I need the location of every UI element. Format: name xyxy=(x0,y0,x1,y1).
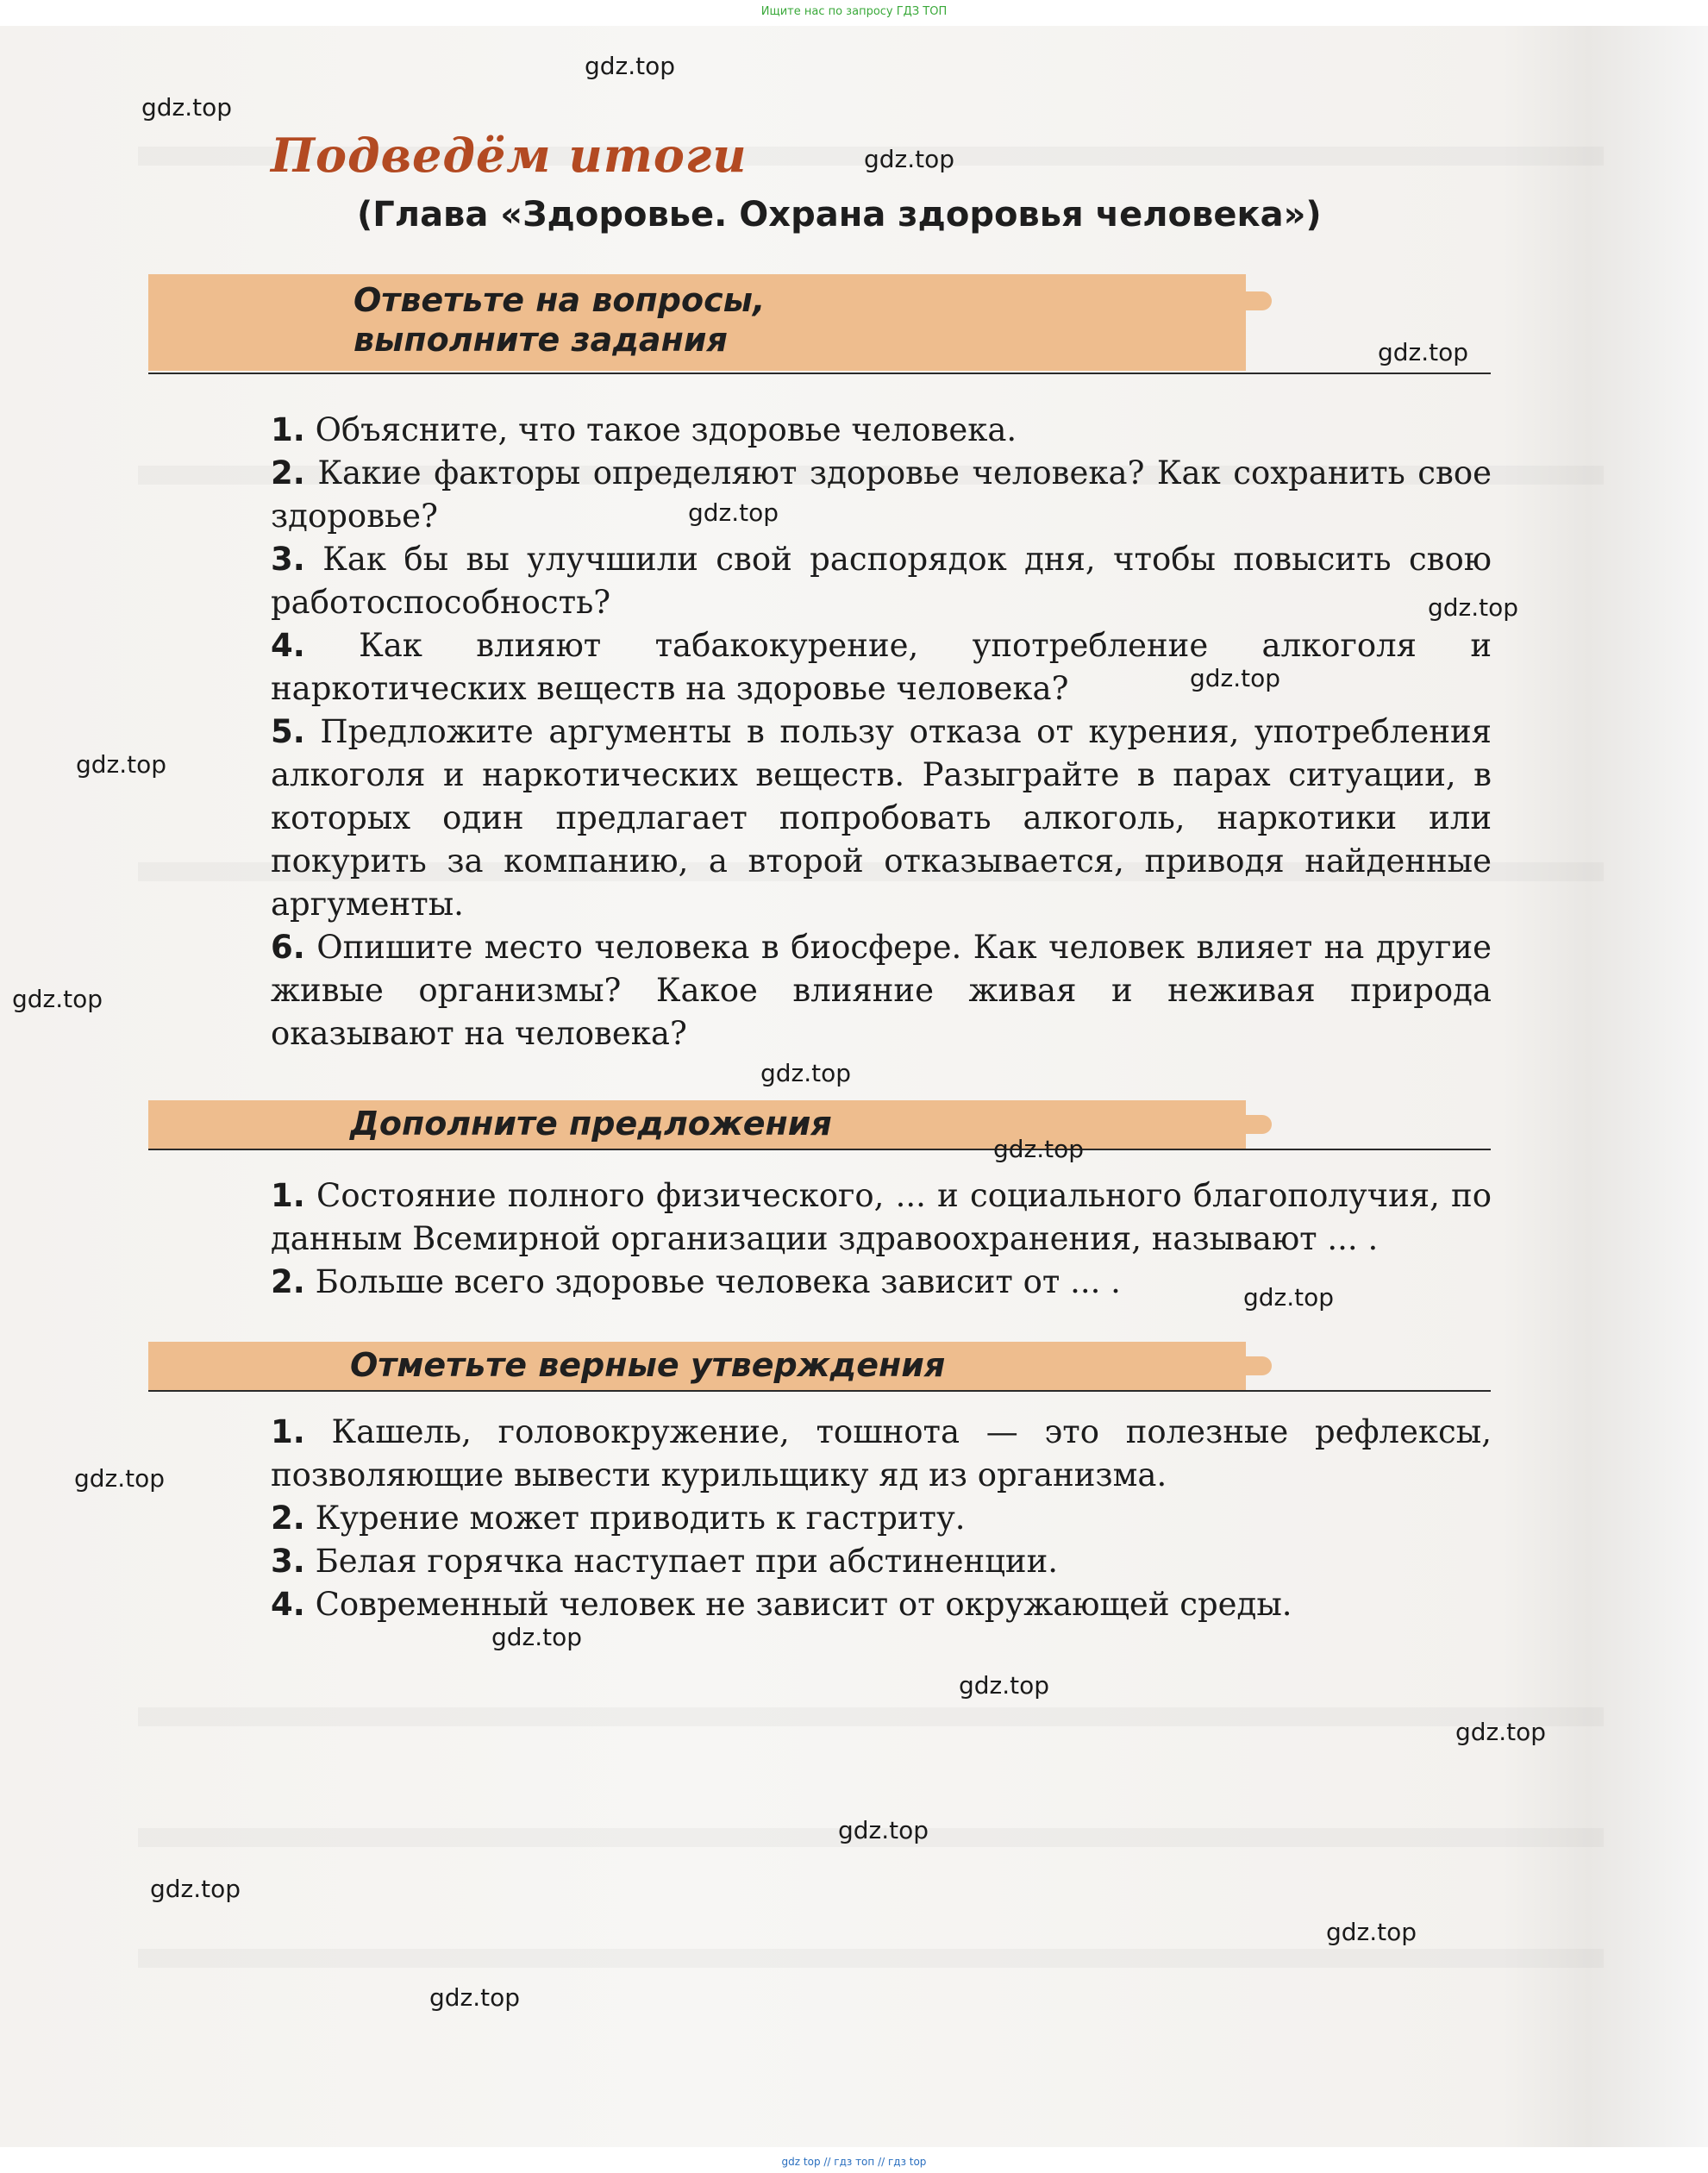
section-rule xyxy=(148,1149,1491,1150)
list-item: 3. Белая горячка наступает при абстиненции. xyxy=(271,1543,1058,1580)
list-item: 2. Курение может приводить к гастриту. xyxy=(271,1500,966,1537)
list-item: 1. Состояние полного физического, ... и социального благополучия, по данным Всемирной организации здравоохранения, называют ... . xyxy=(271,1177,1492,1257)
list-item: 2. Больше всего здоровье человека зависит от ... . xyxy=(271,1263,1121,1300)
top-banner[interactable]: Ищите нас по запросу ГДЗ ТОП xyxy=(760,5,948,18)
statements-list xyxy=(271,1411,1492,1626)
band-tab xyxy=(1246,1115,1272,1134)
list-item: 5. Предложите аргументы в пользу отказа от курения, употребления алкоголя и наркотических веществ. Разыграйте в парах ситуации, в которых один предлагает попробовать алкоголь, наркотики или покурить за компанию, а второй отказывается, приводя найденные аргументы. xyxy=(271,713,1492,923)
list-item: 3. Как бы вы улучшили свой распорядок дня, чтобы повысить свою работоспособность? xyxy=(271,541,1492,621)
watermark: gdz.top xyxy=(838,1816,929,1844)
section-heading-questions-line2: выполните задания xyxy=(353,321,728,359)
watermark: gdz.top xyxy=(12,985,103,1013)
watermark: gdz.top xyxy=(959,1671,1050,1700)
questions-list xyxy=(271,409,1492,1055)
band-tab xyxy=(1246,291,1272,310)
list-item: 4. Как влияют табакокурение, употребление алкоголя и наркотических веществ на здоровье человека? xyxy=(271,627,1492,707)
list-item: 1. Кашель, головокружение, тошнота — это полезные рефлексы, позволяющие вывести курильщику яд из организма. xyxy=(271,1413,1492,1494)
watermark: gdz.top xyxy=(993,1135,1085,1163)
band-tab xyxy=(1246,1356,1272,1375)
watermark: gdz.top xyxy=(1428,593,1519,622)
list-item: 2. Какие факторы определяют здоровье человека? Как сохранить свое здоровье? xyxy=(271,454,1492,535)
show-through-line xyxy=(138,1707,1604,1726)
watermark: gdz.top xyxy=(491,1623,583,1651)
section-heading-questions-line1: Ответьте на вопросы, xyxy=(353,281,766,319)
watermark: gdz.top xyxy=(150,1875,241,1903)
list-item: 1. Объясните, что такое здоровье человека. xyxy=(271,411,1017,448)
watermark: gdz.top xyxy=(585,52,676,80)
bottom-banner[interactable]: gdz top // гдз топ // гдз top xyxy=(781,2156,927,2168)
watermark: gdz.top xyxy=(141,93,233,122)
watermark: gdz.top xyxy=(74,1464,166,1493)
list-item: 4. Современный человек не зависит от окружающей среды. xyxy=(271,1586,1292,1623)
watermark: gdz.top xyxy=(76,750,167,779)
watermark: gdz.top xyxy=(1326,1918,1417,1946)
watermark: gdz.top xyxy=(688,498,779,527)
chapter-subtitle: (Глава «Здоровье. Охрана здоровья человека») xyxy=(357,195,1322,235)
section-heading-statements: Отметьте верные утверждения xyxy=(350,1346,946,1384)
show-through-line xyxy=(138,1949,1604,1968)
list-item: 6. Опишите место человека в биосфере. Как человек влияет на другие живые организмы? Какое влияние живая и неживая природа оказывают на человека? xyxy=(271,929,1492,1052)
page-title: Подведём итоги xyxy=(271,128,748,183)
watermark: gdz.top xyxy=(1243,1283,1335,1312)
section-rule xyxy=(148,373,1491,374)
watermark: gdz.top xyxy=(1190,664,1281,692)
watermark: gdz.top xyxy=(1378,338,1469,366)
section-rule xyxy=(148,1390,1491,1392)
watermark: gdz.top xyxy=(429,1983,521,2012)
section-heading-complete: Дополните предложения xyxy=(350,1105,832,1143)
watermark: gdz.top xyxy=(864,145,955,173)
watermark: gdz.top xyxy=(1455,1718,1547,1746)
watermark: gdz.top xyxy=(760,1059,852,1087)
